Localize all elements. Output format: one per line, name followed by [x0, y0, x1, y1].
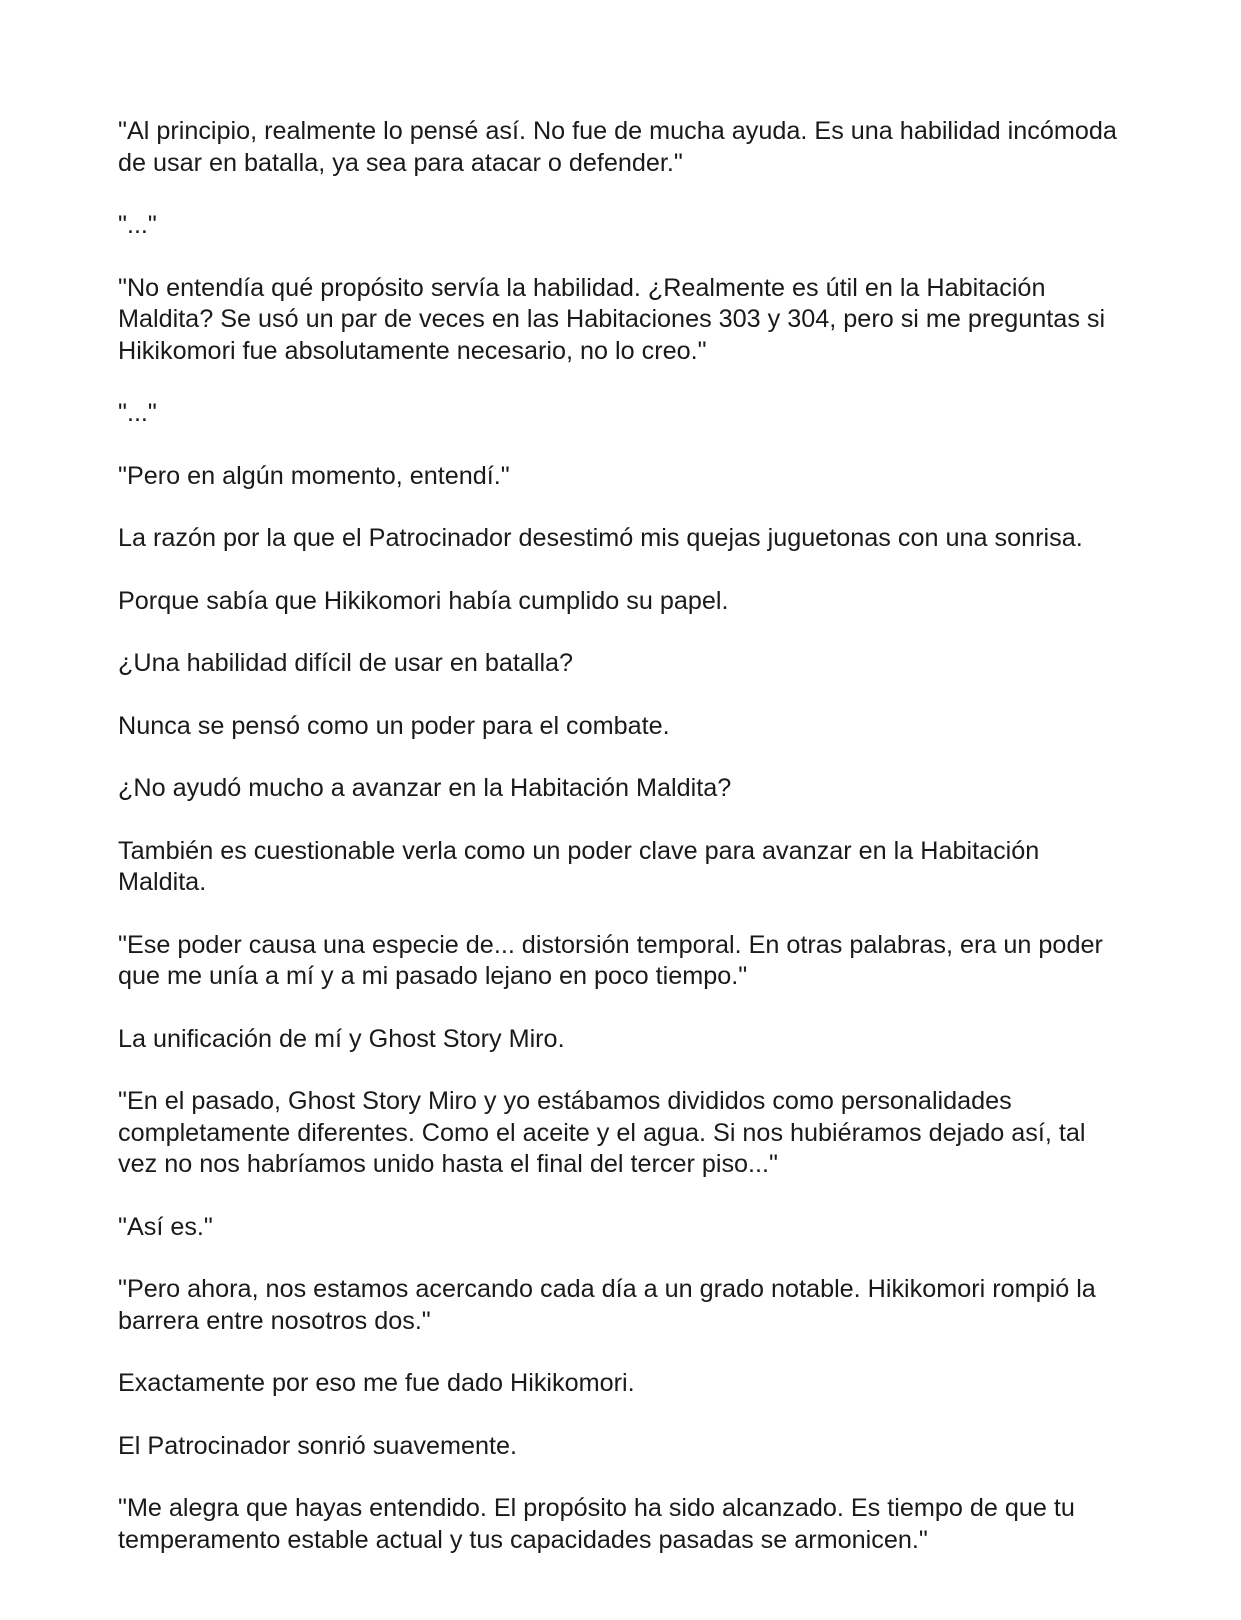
- paragraph: "...": [118, 211, 157, 239]
- paragraph: La razón por la que el Patrocinador desestimó mis quejas juguetonas con una sonrisa.: [118, 524, 1083, 552]
- paragraph: "...": [118, 399, 157, 427]
- paragraph: También es cuestionable verla como un poder clave para avanzar en la Habitación Maldita.: [118, 836, 1040, 896]
- paragraph: "Así es.": [118, 1212, 213, 1241]
- paragraph: El Patrocinador sonrió suavemente.: [118, 1431, 518, 1460]
- paragraph: "En el pasado, Ghost Story Miro y yo estábamos divididos como personalidades completamente diferentes. Como el aceite y el agua. Si nos hubiéramos dejado así, tal vez no nos habríamos unido hasta el final del tercer piso...": [118, 1087, 1086, 1178]
- paragraph: La unificación de mí y Ghost Story Miro.: [118, 1024, 565, 1053]
- paragraph: "Al principio, realmente lo pensé así. No fue de mucha ayuda. Es una habilidad incómoda de usar en batalla, ya sea para atacar o defender.": [118, 117, 1117, 177]
- paragraph: Porque sabía que Hikikomori había cumplido su papel.: [118, 586, 729, 615]
- paragraph: Exactamente por eso me fue dado Hikikomori.: [118, 1369, 635, 1397]
- paragraph: "Pero ahora, nos estamos acercando cada día a un grado notable. Hikikomori rompió la barrera entre nosotros dos.": [118, 1275, 1096, 1335]
- paragraph: "Me alegra que hayas entendido. El propósito ha sido alcanzado. Es tiempo de que tu temperamento estable actual y tus capacidades pasadas se armonicen.": [118, 1494, 1075, 1554]
- paragraph: ¿No ayudó mucho a avanzar en la Habitación Maldita?: [118, 774, 732, 802]
- paragraph: "No entendía qué propósito servía la habilidad. ¿Realmente es útil en la Habitación Maldita? Se usó un par de veces en las Habitaciones 303 y 304, pero si me preguntas si Hikikomori fue absolutamente necesario, no lo creo.": [118, 273, 1106, 365]
- paragraph: ¿Una habilidad difícil de usar en batalla?: [118, 649, 574, 677]
- paragraph: "Pero en algún momento, entendí.": [118, 461, 510, 490]
- paragraph: Nunca se pensó como un poder para el combate.: [118, 711, 670, 740]
- paragraph: "Ese poder causa una especie de... distorsión temporal. En otras palabras, era un poder que me unía a mí y a mi pasado lejano en poco tiempo.": [118, 930, 1103, 990]
- document-page: [118, 116, 1128, 1587]
